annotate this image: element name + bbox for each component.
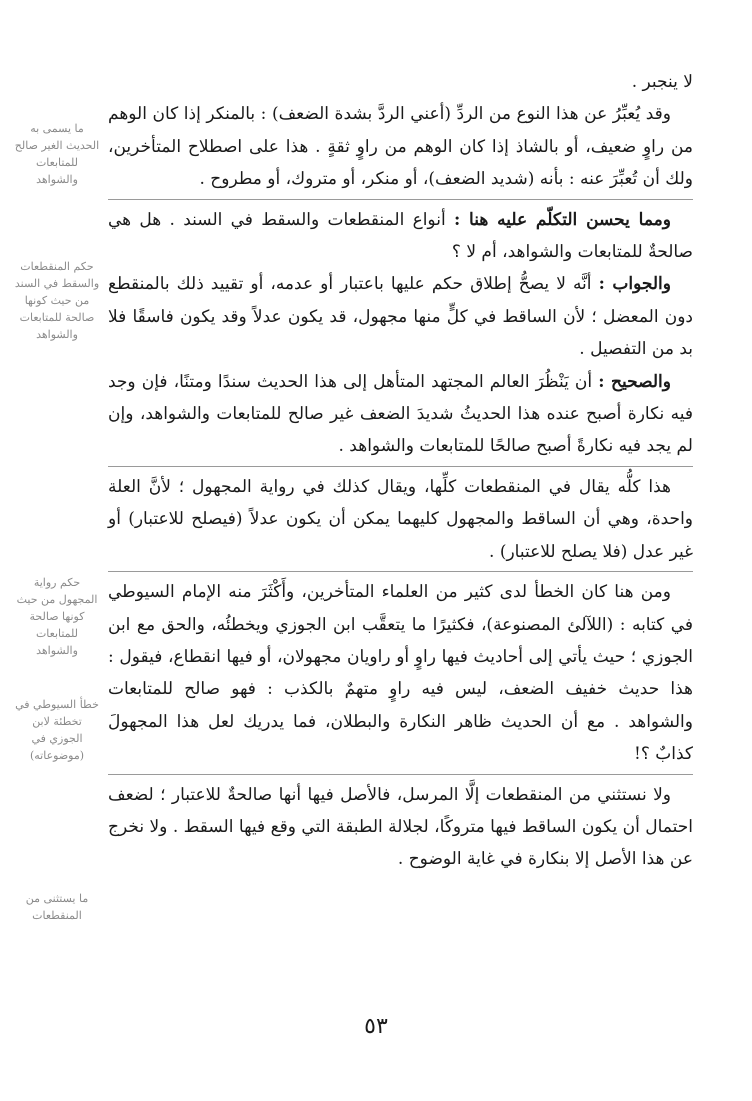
page-number: ٥٣ <box>364 1014 388 1039</box>
section-divider <box>108 774 693 775</box>
paragraph-answer <box>108 268 693 365</box>
section-divider <box>108 199 693 200</box>
paragraph-body: ومن هنا كان الخطأ لدى كثير من العلماء المتأخرين، وأَكْثَرَ منه الإمام السيوطي في كتابه : (اللآلئ المصنوعة)، فكثيرًا ما يتعقَّب ابن الجوزي ويخطئُه، والحق مع ابن الجوزي ؛ حيث يأتي إلى أحاديث فيها راوٍ أو راويان مجهولان، أو فيها انقطاع، فيقول : هذا حديث خفيف الضعف، ليس فيه راوٍ متهمٌ بالكذب : فهو صالح للمتابعات والشواهد . مع أن الحديث ظاهر النكارة والبطلان، فما يدريك لعل هذا المجهولَ كذابٌ ؟! <box>108 582 693 765</box>
paragraph-unknown-narrator <box>108 471 693 568</box>
paragraph-lead: والجواب : <box>598 274 671 295</box>
paragraph-body: وقد يُعبِّرُ عن هذا النوع من الردِّ (أعني الردَّ بشدة الضعف) : بالمنكر إذا كان الوهم من راوٍ ضعيف، أو بالشاذ إذا كان الوهم من راوٍ ثقةٍ . هذا على اصطلاح المتأخرين، ولك أن تُعبِّرَ عنه : بأنه (شديد الضعف)، أو منكر، أو متروك، أو مطروح . <box>108 104 693 190</box>
margin-note-suyuti-error: خطأ السيوطي في تخطئة لابن الجوزي في (موضوعاته) <box>15 698 99 762</box>
margin-note-disconnected-chains: حكم المنقطعات والسقط في السند من حيث كونها صالحة للمتابعات والشواهد <box>14 260 100 341</box>
section-divider <box>108 466 693 467</box>
paragraph-suyuti <box>108 576 693 770</box>
margin-note-unknown-narrator: حكم رواية المجهول من حيث كونها صالحة للمتابعات والشواهد <box>16 576 98 657</box>
paragraph-expression-of-weakness <box>108 98 693 195</box>
section-divider <box>108 571 693 572</box>
main-text-column <box>108 66 693 876</box>
margin-note-weak-hadith-terms: ما يسمى به الحديث الغير صالح للمتابعات والشواهد <box>14 122 100 186</box>
paragraph-line-continuation <box>108 66 693 98</box>
paragraph-body: هذا كلُّه يقال في المنقطعات كلِّها، ويقال كذلك في رواية المجهول ؛ لأنَّ العلة واحدة، وهي أن الساقط والمجهول كليهما يمكن أن يكون عدلاً (فيصلح للاعتبار) أو غير عدل (فلا يصلح للاعتبار) . <box>108 476 693 562</box>
paragraph-body: أن يَنْظُرَ العالم المجتهد المتأهل إلى هذا الحديث سندًا ومتنًا، فإن وجد فيه نكارة أصبح عنده هذا الحديثُ شديدَ الضعف غير صالح للمتابعات والشواهد، وإن لم يجد فيه نكارةً أصبح صالحًا للمتابعات والشواهد . <box>108 371 693 457</box>
paragraph-lead: والصحيح : <box>598 371 671 392</box>
paragraph-correct-view <box>108 366 693 463</box>
paragraph-lead: ومما يحسن التكلّم عليه هنا : <box>453 209 671 230</box>
margin-note-exceptions: ما يستثنى من المنقطعات <box>25 892 89 922</box>
paragraph-mursal-exception <box>108 779 693 876</box>
paragraph-body: لا ينجبر . <box>631 72 693 92</box>
paragraph-body: أنَّه لا يصحُّ إطلاق حكم عليها باعتبار أو عدمه، أو تقييد ذلك بالمنقطع دون المعضل ؛ لأن الساقط في كلٍّ منها مجهول، قد يكون عدلاً وقد يكون فاسقًا فلا بد من التفصيل . <box>108 274 693 360</box>
paragraph-disconnected-question <box>108 204 693 269</box>
paragraph-body: أنواع المنقطعات والسقط في السند . هل هي صالحةٌ للمتابعات والشواهد، أم لا ؟ <box>108 209 693 263</box>
paragraph-body: ولا نستثني من المنقطعات إلَّا المرسل، فالأصل فيها أنها صالحةٌ للاعتبار ؛ لضعف احتمال أن يكون الساقط فيها متروكًا، لجلالة الطبقة التي وقع فيها السقط . ولا نخرج عن هذا الأصل إلا بنكارة في غاية الوضوح . <box>108 784 693 870</box>
